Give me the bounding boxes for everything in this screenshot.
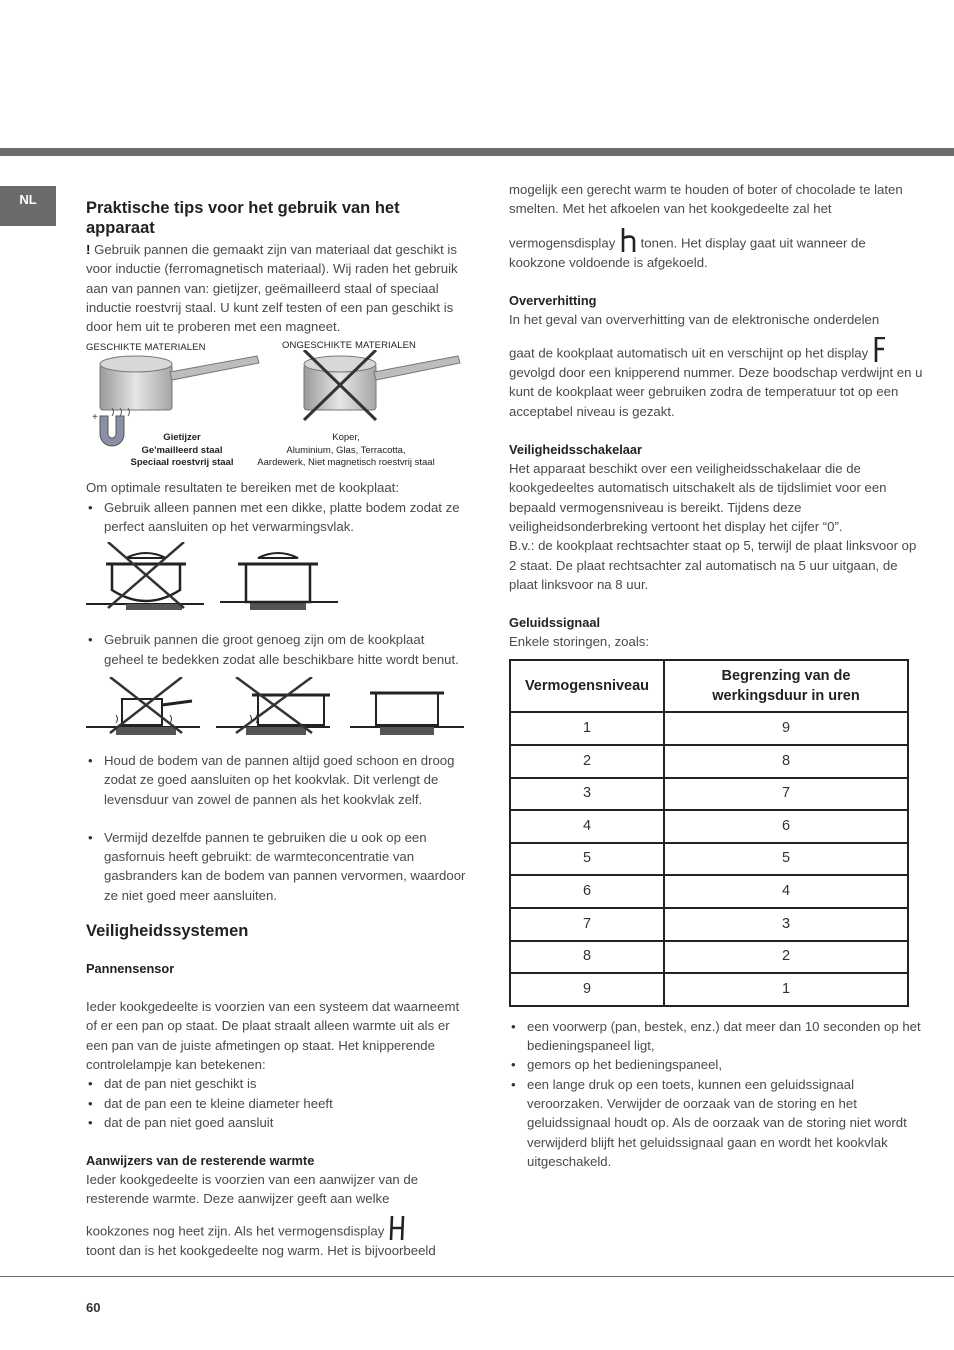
hours-cell: 9 bbox=[664, 712, 908, 745]
suitable-label: GESCHIKTE MATERIALEN bbox=[86, 342, 206, 354]
safety-switch-title: Veiligheidsschakelaar bbox=[509, 442, 643, 458]
unsuitable-item: Aluminium, Glas, Terracotta, bbox=[286, 444, 406, 456]
language-tab: NL bbox=[0, 186, 56, 226]
overheat-text3: gevolgd door een knipperend nummer. Deze boodschap verdwijnt en u kunt de kookplaat weer gebruiken zodra de temperatuur tot op een acceptabel niveau is gezakt. bbox=[509, 365, 923, 419]
correct-pan-figure bbox=[350, 693, 464, 735]
warning-mark: ! bbox=[86, 242, 91, 257]
table-row bbox=[510, 908, 908, 941]
header-rule bbox=[0, 148, 954, 156]
residual-cont-text2: vermogensdisplay bbox=[509, 235, 616, 251]
pan-size-illustration bbox=[86, 677, 466, 739]
power-level-cell: 1 bbox=[510, 712, 664, 745]
sound-signal-item: • een lange druk op een toets, kunnen een geluidssignaal veroorzaken. Verwijder de oorzaak van de storing en het geluidssignaal houdt op. Als de oorzaak van de storing niet wordt verwijderd blijft het geluidssignaal gaan en wordt het kookvlak uitgeschakeld. bbox=[509, 1075, 923, 1171]
sound-signal-intro: Enkele storingen, zoals: bbox=[509, 634, 650, 650]
residual-cont-text3: tonen. Het display gaat uit wanneer de kookzone voldoende is afgekoeld. bbox=[509, 235, 866, 270]
bad-pan-figure bbox=[86, 542, 204, 610]
display-h-icon bbox=[619, 227, 637, 253]
residual-heat-line bbox=[86, 1215, 466, 1241]
table-row bbox=[510, 843, 908, 876]
power-level-cell: 2 bbox=[510, 745, 664, 778]
residual-cont-text: mogelijk een gerecht warm te houden of boter of chocolade te laten smelten. Met het afkoelen van het kookgedeelte zal het bbox=[509, 182, 903, 217]
sound-signal-item: • gemors op het bedieningspaneel, bbox=[509, 1055, 923, 1074]
display-H-icon bbox=[388, 1215, 406, 1241]
table-header-row bbox=[510, 660, 908, 712]
good-pan-figure bbox=[220, 553, 338, 610]
optimal-intro: Om optimale resultaten te bereiken met de kookplaat: bbox=[86, 480, 400, 496]
residual-cont-line bbox=[509, 227, 923, 272]
suitable-item: Speciaal roestvrij staal bbox=[130, 457, 234, 469]
left-column bbox=[86, 198, 466, 1260]
hours-cell: 5 bbox=[664, 843, 908, 876]
sensor-item: • dat de pan een te kleine diameter heeft bbox=[86, 1094, 466, 1113]
time-limit-table bbox=[509, 659, 909, 1006]
residual-heat-text: Ieder kookgedeelte is voorzien van een aanwijzer van de resterende warmte. Deze aanwijzer geeft aan welke bbox=[86, 1172, 419, 1207]
power-level-cell: 8 bbox=[510, 941, 664, 974]
safety-switch-text: Het apparaat beschikt over een veiligheidsschakelaar die de kookgedeeltes automatisch uitschakelt als de tijdslimiet voor een bepaald vermogensniveau is bereikt. Tijdens deze veiligheidsonderbreking vertoont het display het cijfer “0”. bbox=[509, 461, 887, 534]
overheat-line bbox=[509, 337, 923, 363]
overheat-text2: gaat de kookplaat automatisch uit en verschijnt op het display bbox=[509, 345, 869, 361]
overheat-text: In het geval van oververhitting van de elektronische onderdelen bbox=[509, 311, 880, 327]
hours-cell: 2 bbox=[664, 941, 908, 974]
power-level-cell: 7 bbox=[510, 908, 664, 941]
pan-sensor-text: Ieder kookgedeelte is voorzien van een systeem dat waarneemt of er een pan op staat. De plaat straalt alleen warmte uit als er een pan van de juiste afmetingen op staat. Het knipperende controlelampje kan betekenen: bbox=[86, 999, 460, 1072]
display-F-icon bbox=[872, 337, 888, 363]
materials-illustration bbox=[86, 336, 466, 469]
right-column bbox=[509, 180, 923, 1171]
tip-size: • Gebruik pannen die groot genoeg zijn om de kookplaat geheel te bedekken zodat alle beschikbare hitte wordt benut. bbox=[86, 630, 466, 669]
narrow-pan-figure bbox=[216, 677, 330, 735]
tip-flat-bottom: • Gebruik alleen pannen met een dikke, platte bodem zodat ze perfect aansluiten op het verwarmingsvlak. bbox=[86, 498, 466, 537]
page-number: 60 bbox=[86, 1300, 101, 1315]
table-row bbox=[510, 941, 908, 974]
power-level-cell: 3 bbox=[510, 778, 664, 811]
power-level-cell: 5 bbox=[510, 843, 664, 876]
hours-cell: 4 bbox=[664, 875, 908, 908]
hours-cell: 6 bbox=[664, 810, 908, 843]
suitable-item: Ge'mailleerd staal bbox=[141, 444, 223, 456]
safety-switch-example: B.v.: de kookplaat rechtsachter staat op 5, terwijl de plaat linksvoor op 2 staat. De plaat rechtsachter zal automatisch na 5 uur uitgaan, de plaat linksvoor na 8 uur. bbox=[509, 538, 917, 592]
table-row bbox=[510, 712, 908, 745]
power-level-cell: 9 bbox=[510, 973, 664, 1006]
table-row bbox=[510, 778, 908, 811]
safety-title: Veiligheidssystemen bbox=[86, 922, 249, 941]
table-header-time-limit: Begrenzing van de werkingsduur in uren bbox=[664, 660, 908, 712]
sensor-item: • dat de pan niet geschikt is bbox=[86, 1074, 466, 1093]
intro-text: Gebruik pannen die gemaakt zijn van materiaal dat geschikt is voor inductie (ferromagnetisch materiaal). Wij raden het gebruik aan van pannen van: gietijzer, geëmailleerd staal of speciaal inductie roestvrij staal. U kunt zelf testen of een pan geschikt is door hem uit te proberen met een magneet. bbox=[86, 242, 458, 335]
hours-cell: 1 bbox=[664, 973, 908, 1006]
residual-heat-text2: kookzones nog heet zijn. Als het vermogensdisplay bbox=[86, 1223, 385, 1239]
overheat-title: Oververhitting bbox=[509, 292, 597, 308]
table-row bbox=[510, 875, 908, 908]
sound-signal-title: Geluidssignaal bbox=[509, 615, 601, 631]
sound-signal-item: • een voorwerp (pan, bestek, enz.) dat meer dan 10 seconden op het bedieningspaneel ligt, bbox=[509, 1017, 923, 1056]
table-row bbox=[510, 745, 908, 778]
power-level-cell: 4 bbox=[510, 810, 664, 843]
tips-title: Praktische tips voor het gebruik van het apparaat bbox=[86, 199, 400, 237]
table-row bbox=[510, 973, 908, 1006]
table-row bbox=[510, 810, 908, 843]
svg-text:+: + bbox=[92, 412, 98, 424]
unsuitable-item: Koper, bbox=[332, 432, 360, 444]
residual-heat-text3: toont dan is het kookgedeelte nog warm. Het is bijvoorbeeld bbox=[86, 1242, 436, 1258]
intro-paragraph bbox=[86, 240, 466, 336]
sensor-item: • dat de pan niet goed aansluit bbox=[86, 1113, 466, 1132]
tip-clean: • Houd de bodem van de pannen altijd goed schoon en droog zodat ze goed aansluiten op het kookvlak. Dit verlengt de levensduur van zowel de pannen als het kookvlak zelf. bbox=[86, 751, 466, 809]
suitable-item: Gietijzer bbox=[163, 432, 201, 444]
residual-heat-title: Aanwijzers van de resterende warmte bbox=[86, 1153, 315, 1169]
power-level-cell: 6 bbox=[510, 875, 664, 908]
footer-rule bbox=[0, 1276, 954, 1277]
unsuitable-pan-illustration bbox=[300, 350, 480, 440]
hours-cell: 7 bbox=[664, 778, 908, 811]
flat-bottom-illustration bbox=[86, 542, 346, 614]
pan-sensor-title: Pannensensor bbox=[86, 961, 175, 977]
suitable-materials-list bbox=[122, 432, 242, 470]
unsuitable-materials-list bbox=[246, 432, 446, 470]
hours-cell: 8 bbox=[664, 745, 908, 778]
hours-cell: 3 bbox=[664, 908, 908, 941]
tip-gas: • Vermijd dezelfde pannen te gebruiken die u ook op een gasfornuis heeft gebruikt: de warmteconcentratie van gasbranders kan de bodem van pannen vervormen, waardoor ze niet goed meer aansluiten. bbox=[86, 828, 466, 905]
unsuitable-item: Aardewerk, Niet magnetisch roestvrij staal bbox=[257, 457, 435, 469]
unsuitable-label: ONGESCHIKTE MATERIALEN bbox=[282, 340, 416, 352]
small-pan-figure bbox=[86, 677, 200, 735]
table-header-power-level: Vermogensniveau bbox=[510, 660, 664, 712]
sound-signal-list bbox=[509, 1017, 923, 1171]
